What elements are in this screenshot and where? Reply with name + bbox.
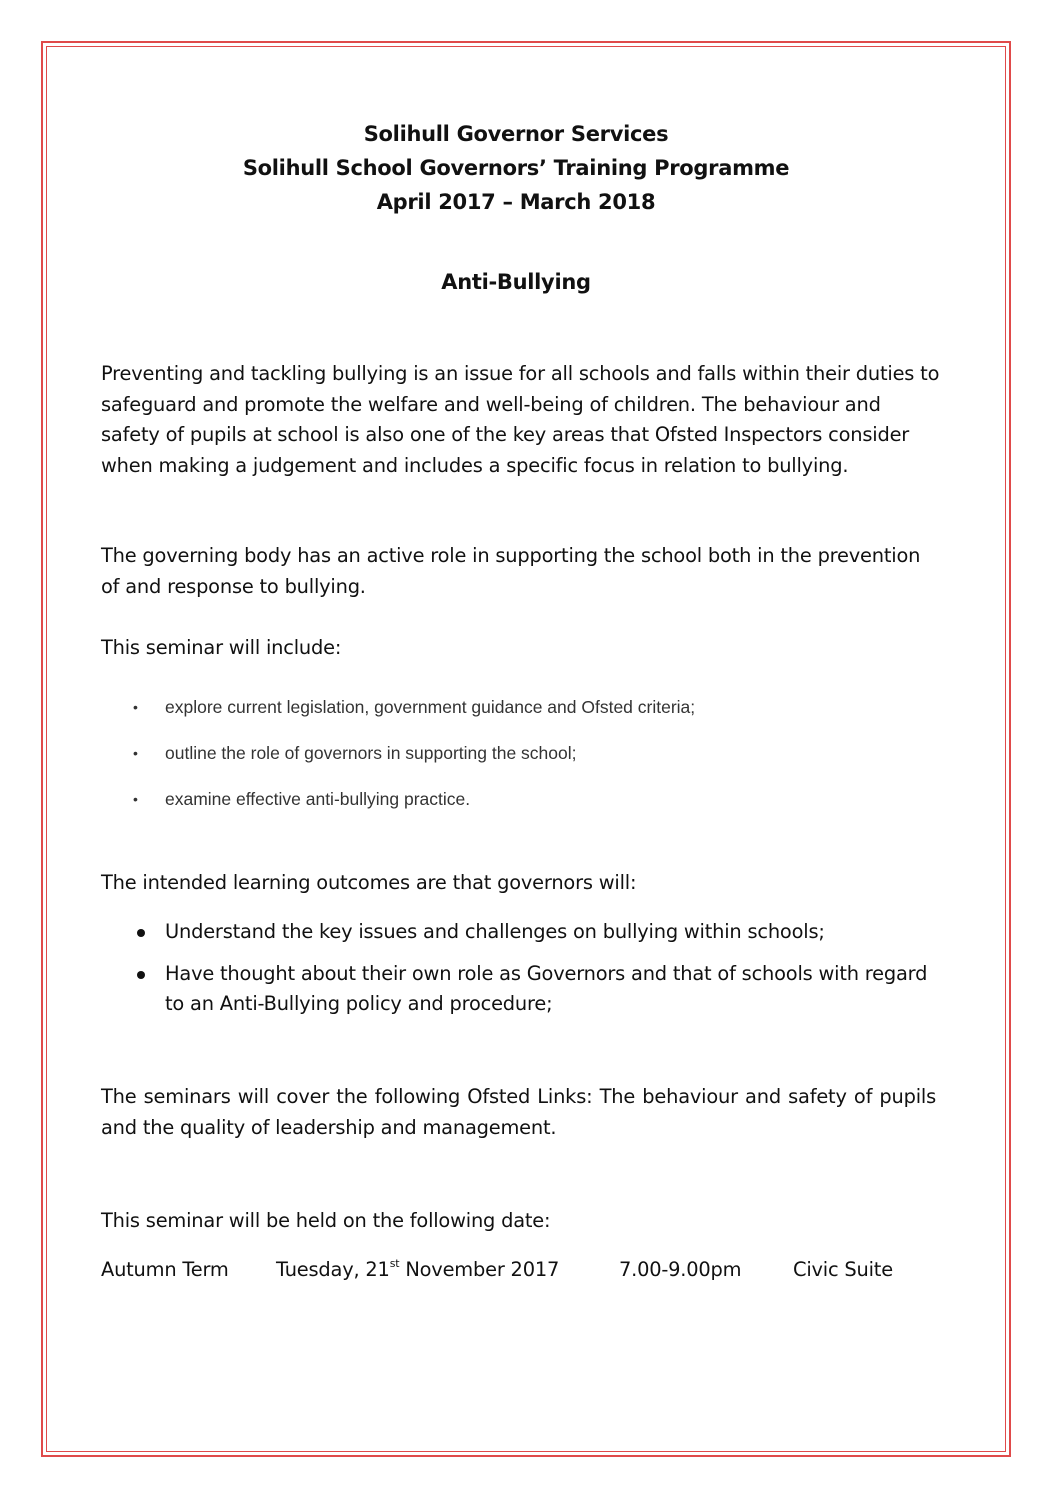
list-item xyxy=(101,692,941,738)
list-item-text: explore current legislation, government guidance and Ofsted criteria; xyxy=(165,697,696,717)
list-item-text: outline the role of governors in supporting the school; xyxy=(165,743,577,763)
intro-paragraph: Preventing and tackling bullying is an issue for all schools and falls within their duties to safeguard and promote the welfare and well-being of children. The behaviour and safety of pupils at school is also one of the key areas that Ofsted Inspectors consider when making a judgement and includes a specific focus in relation to bullying. xyxy=(101,362,940,477)
list-item-text: Have thought about their own role as Governors and that of schools with regard to an Anti-Bullying policy and procedure; xyxy=(165,961,928,1015)
date-heading: This seminar will be held on the following date: xyxy=(101,1209,551,1232)
list-item xyxy=(101,959,941,1020)
governing-body-paragraph: The governing body has an active role in supporting the school both in the prevention of and response to bullying. xyxy=(101,544,921,598)
list-item-text: Understand the key issues and challenges on bullying within schools; xyxy=(165,920,825,943)
list-item xyxy=(101,738,941,784)
bullet-icon: • xyxy=(133,699,138,715)
includes-list xyxy=(101,692,941,830)
session-date-month: November 2017 xyxy=(399,1258,560,1281)
bullet-icon xyxy=(137,971,145,979)
list-item xyxy=(101,784,941,830)
bullet-icon: • xyxy=(133,791,138,807)
outcomes-heading: The intended learning outcomes are that governors will: xyxy=(101,871,637,894)
session-date xyxy=(276,1253,559,1287)
header-period: April 2017 – March 2018 xyxy=(376,190,656,214)
session-time: 7.00-9.00pm xyxy=(619,1258,742,1281)
bullet-icon: • xyxy=(133,745,138,761)
session-row xyxy=(101,1253,941,1287)
includes-heading: This seminar will include: xyxy=(101,636,342,659)
outcomes-list xyxy=(101,917,941,1031)
session-date-day: Tuesday, 21 xyxy=(276,1258,390,1281)
bullet-icon xyxy=(137,929,145,937)
list-item xyxy=(101,917,941,948)
document-header xyxy=(101,117,931,219)
ofsted-links-paragraph: The seminars will cover the following Ofsted Links: The behaviour and safety of pupils and the quality of leadership and management. xyxy=(101,1085,936,1139)
header-programme: Solihull School Governors’ Training Programme xyxy=(242,156,790,180)
header-organisation: Solihull Governor Services xyxy=(363,122,669,146)
session-term: Autumn Term xyxy=(101,1258,229,1281)
session-venue: Civic Suite xyxy=(793,1258,893,1281)
seminar-title: Anti-Bullying xyxy=(441,270,591,294)
list-item-text: examine effective anti-bullying practice. xyxy=(165,789,471,809)
session-date-ordinal: st xyxy=(389,1256,400,1270)
